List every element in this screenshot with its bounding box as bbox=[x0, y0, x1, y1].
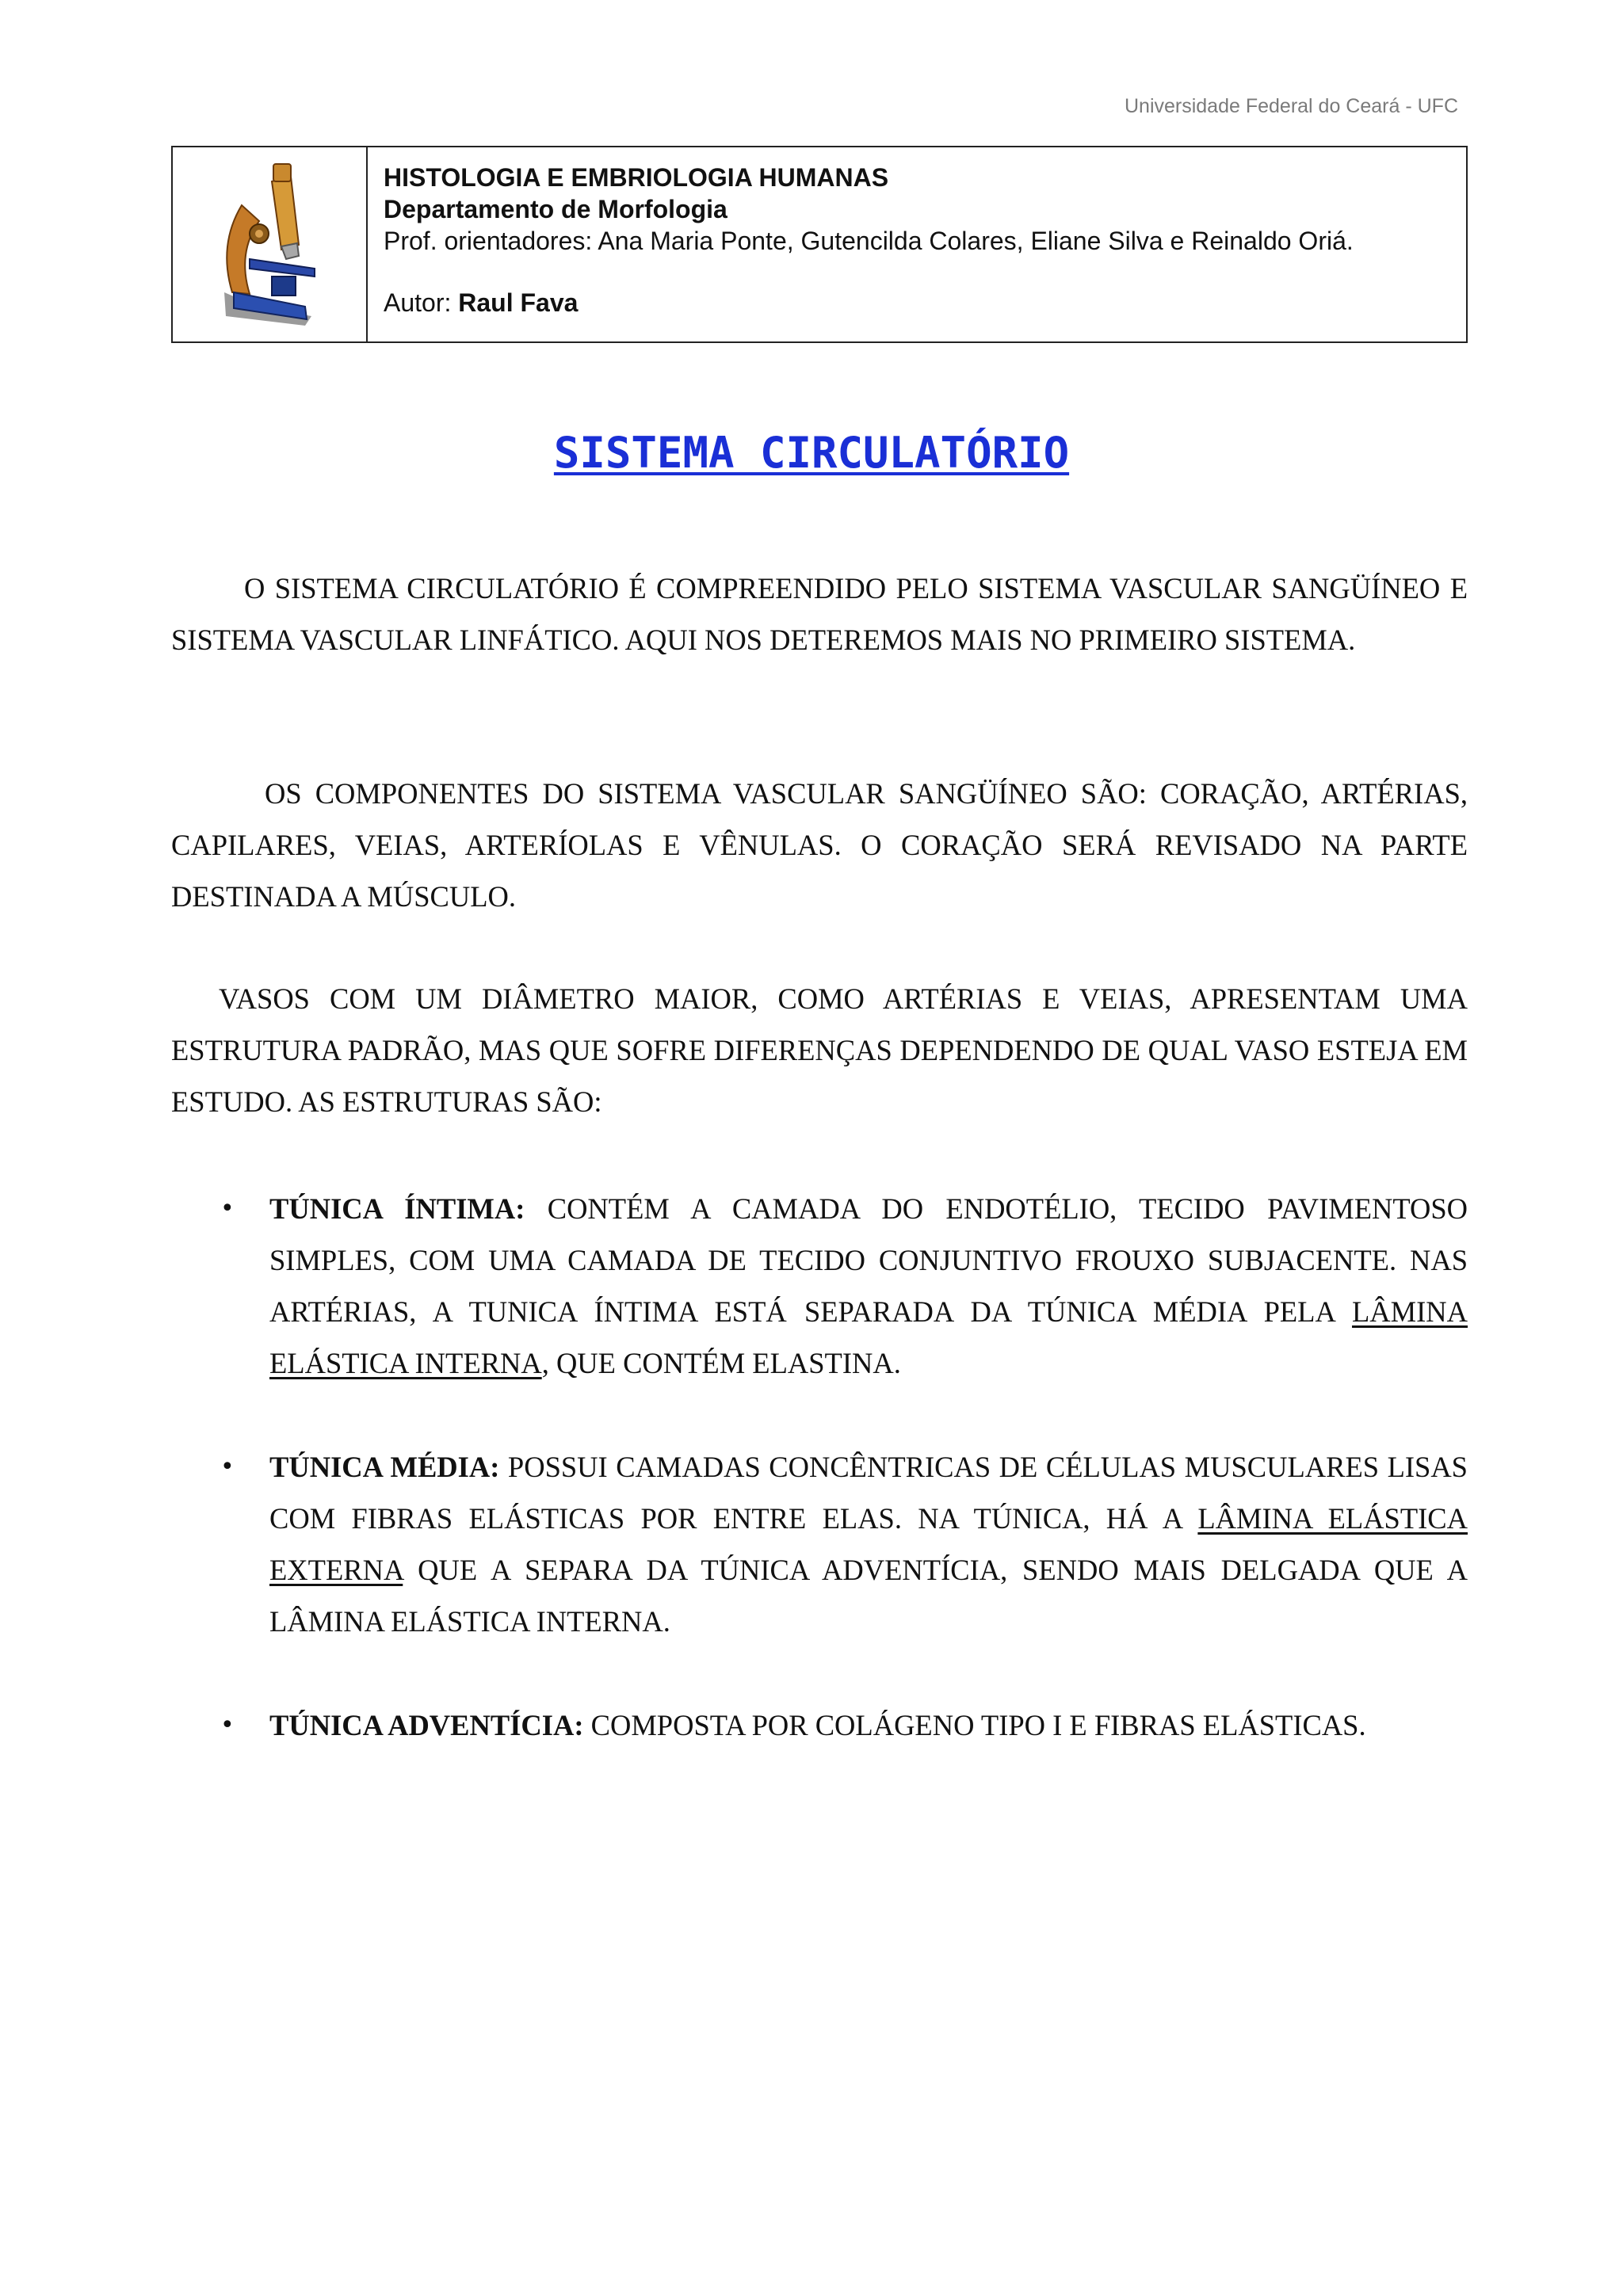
department-name: Departamento de Morfologia bbox=[384, 195, 727, 223]
advisors-line: Prof. orientadores: Ana Maria Ponte, Gutencilda Colares, Eliane Silva e Reinaldo Oriá. bbox=[384, 227, 1354, 255]
header-text-block bbox=[368, 147, 1466, 341]
bullet-glyph: • bbox=[220, 1711, 235, 1739]
bullet-glyph: • bbox=[220, 1195, 235, 1222]
bullet-text-end: QUE A SEPARA DA TÚNICA ADVENTÍCIA, SENDO MAIS DELGADA QUE A LÂMINA ELÁSTICA INTERNA. bbox=[269, 1554, 1468, 1638]
bullet-text: POSSUI CAMADAS CONCÊNTRICAS DE CÉLULAS MUSCULARES LISAS COM FIBRAS ELÁSTICAS POR ENTRE ELAS. NA TÚNICA, HÁ A bbox=[269, 1451, 1468, 1535]
paragraph-intro: O SISTEMA CIRCULATÓRIO É COMPREENDIDO PELO SISTEMA VASCULAR SANGÜÍNEO E SISTEMA VASCULAR LINFÁTICO. AQUI NOS DETEREMOS MAIS NO PRIMEIRO SISTEMA. bbox=[171, 572, 1468, 656]
bullet-term: TÚNICA ÍNTIMA: bbox=[269, 1192, 525, 1225]
bullet-underlined-term: LÂMINA ELÁSTICA INTERNA bbox=[269, 1295, 1468, 1379]
author-name: Raul Fava bbox=[458, 288, 579, 317]
list-item-tunica-media bbox=[171, 1441, 1468, 1647]
bullet-text: COMPOSTA POR COLÁGENO TIPO I E FIBRAS ELÁSTICAS. bbox=[583, 1709, 1366, 1741]
tunica-list bbox=[171, 1183, 1468, 1803]
bullet-glyph: • bbox=[220, 1453, 235, 1481]
bullet-term: TÚNICA MÉDIA: bbox=[269, 1451, 500, 1483]
author-label: Autor: bbox=[384, 288, 459, 317]
bullet-term: TÚNICA ADVENTÍCIA: bbox=[269, 1709, 584, 1741]
bullet-underlined-term: LÂMINA ELÁSTICA EXTERNA bbox=[269, 1502, 1468, 1586]
course-header-box bbox=[171, 146, 1468, 343]
paragraph-components: OS COMPONENTES DO SISTEMA VASCULAR SANGÜÍNEO SÃO: CORAÇÃO, ARTÉRIAS, CAPILARES, VEIAS, ARTERÍOLAS E VÊNULAS. O CORAÇÃO SERÁ REVISADO NA PARTE DESTINADA A MÚSCULO. bbox=[171, 777, 1468, 913]
list-item-tunica-intima bbox=[171, 1183, 1468, 1389]
bullet-text: CONTÉM A CAMADA DO ENDOTÉLIO, TECIDO PAVIMENTOSO SIMPLES, COM UMA CAMADA DE TECIDO CONJUNTIVO FROUXO SUBJACENTE. NAS ARTÉRIAS, A TUNICA ÍNTIMA ESTÁ SEPARADA DA TÚNICA MÉDIA PELA bbox=[269, 1192, 1468, 1328]
university-header: Universidade Federal do Ceará - UFC bbox=[1124, 95, 1458, 117]
bullet-text-end: , QUE CONTÉM ELASTINA. bbox=[541, 1347, 901, 1379]
course-title: HISTOLOGIA E EMBRIOLOGIA HUMANAS bbox=[384, 163, 889, 192]
microscope-icon bbox=[173, 147, 368, 341]
document-title: SISTEMA CIRCULATÓRIO bbox=[553, 428, 1070, 478]
paragraph-vessels: VASOS COM UM DIÂMETRO MAIOR, COMO ARTÉRIAS E VEIAS, APRESENTAM UMA ESTRUTURA PADRÃO, MAS QUE SOFRE DIFERENÇAS DEPENDENDO DE QUAL VASO ESTEJA EM ESTUDO. AS ESTRUTURAS SÃO: bbox=[171, 982, 1468, 1118]
author-line bbox=[384, 287, 1466, 318]
list-item-tunica-adventicia bbox=[171, 1699, 1468, 1751]
